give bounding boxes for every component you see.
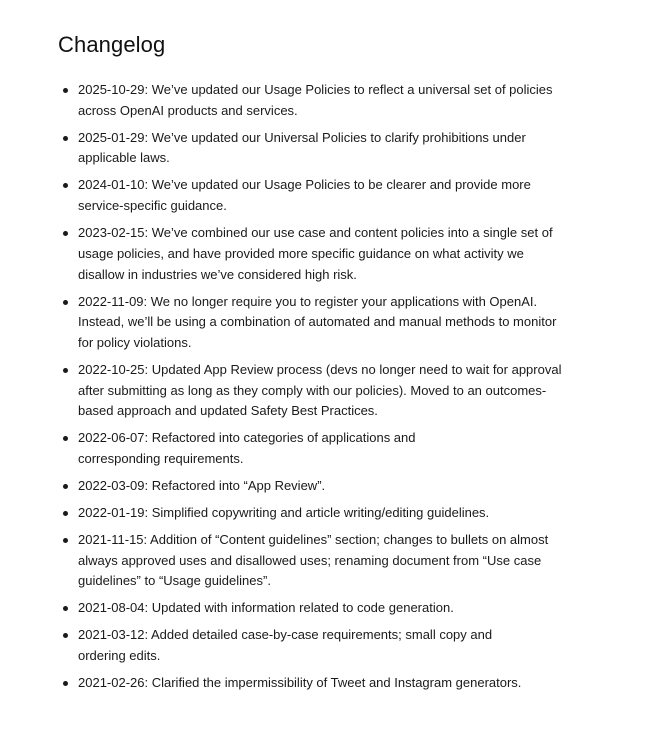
bullet-icon — [63, 681, 68, 686]
list-item — [58, 360, 568, 422]
list-item-text: 2022-03-09: Refactored into “App Review”. — [78, 478, 326, 494]
bullet-icon — [63, 606, 68, 611]
list-item-text: 2021-08-04: Updated with information related to code generation. — [78, 600, 454, 616]
list-item — [58, 598, 568, 619]
list-item — [58, 428, 438, 469]
bullet-icon — [63, 231, 68, 236]
list-item-text: 2023-02-15: We’ve combined our use case and content policies into a single set of usage policies, and have provided more specific guidance on what activity we disallow in industries we’ve considered high risk. — [78, 225, 553, 282]
list-item — [58, 292, 568, 354]
bullet-icon — [63, 511, 68, 516]
list-item-text: 2022-06-07: Refactored into categories of applications and corresponding requirements. — [78, 430, 416, 467]
list-item — [58, 476, 568, 497]
list-item-text: 2021-03-12: Added detailed case-by-case requirements; small copy and ordering edits. — [78, 627, 493, 664]
bullet-icon — [63, 633, 68, 638]
list-item — [58, 223, 568, 285]
list-item — [58, 128, 568, 169]
bullet-icon — [63, 538, 68, 543]
list-item-text: 2021-02-26: Clarified the impermissibility of Tweet and Instagram generators. — [78, 675, 522, 691]
list-item-text: 2022-11-09: We no longer require you to register your applications with OpenAI. Instead, we’ll be using a combination of automated and manual methods to monitor for policy violations. — [78, 293, 557, 350]
list-item-text: 2022-10-25: Updated App Review process (devs no longer need to wait for approval after submitting as long as they comply with our policies). Moved to an outcomes-based approach and updated Safety Best Practices. — [78, 361, 562, 419]
bullet-icon — [63, 183, 68, 188]
list-item — [58, 625, 508, 666]
list-item — [58, 175, 568, 216]
list-item — [58, 530, 568, 592]
list-item-text: 2021-11-15: Addition of “Content guidelines” section; changes to bullets on almost always approved uses and disallowed uses; renaming document from “Use case guidelines” to “Usage guidelines”. — [78, 532, 549, 589]
list-item — [58, 503, 568, 524]
bullet-icon — [63, 368, 68, 373]
list-item-text: 2024-01-10: We’ve updated our Usage Policies to be clearer and provide more service-specific guidance. — [78, 177, 531, 214]
bullet-icon — [63, 484, 68, 489]
page-title: Changelog — [58, 32, 166, 57]
list-item — [58, 80, 568, 121]
bullet-icon — [63, 136, 68, 141]
list-item-text: 2022-01-19: Simplified copywriting and article writing/editing guidelines. — [78, 505, 490, 521]
list-item-text: 2025-01-29: We’ve updated our Universal Policies to clarify prohibitions under applicable laws. — [78, 129, 526, 166]
list-item-text: 2025-10-29: We’ve updated our Usage Policies to reflect a universal set of policies across OpenAI products and services. — [78, 82, 553, 118]
bullet-icon — [63, 300, 68, 305]
list-item — [58, 673, 568, 694]
bullet-icon — [63, 88, 68, 93]
bullet-icon — [63, 436, 68, 441]
changelog-list — [58, 80, 604, 694]
